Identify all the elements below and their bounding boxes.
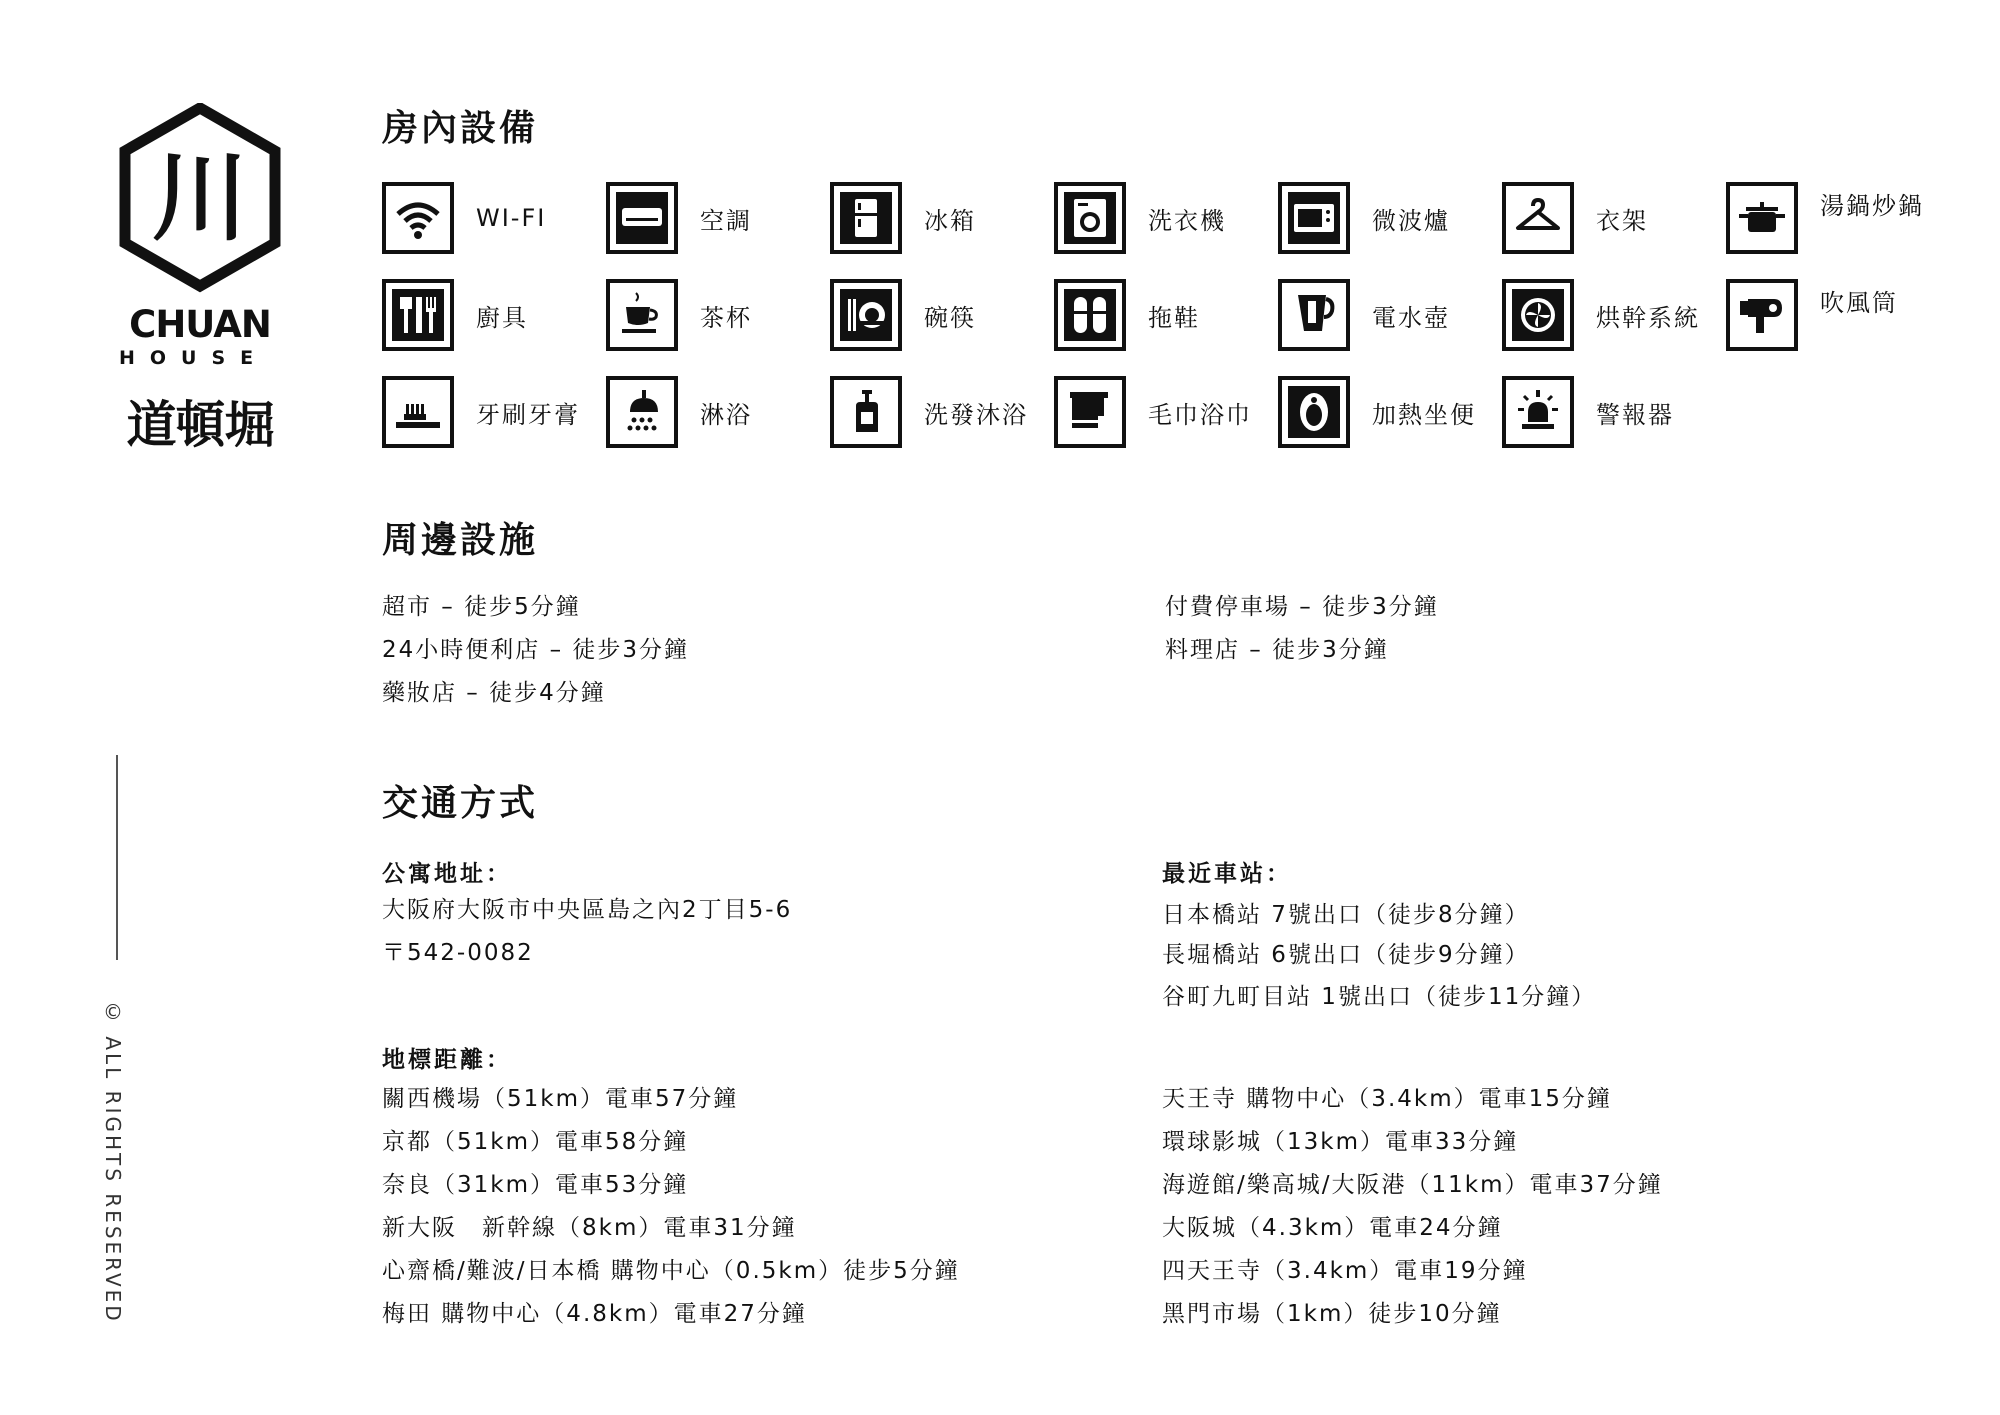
amenity-label: 茶杯	[700, 303, 752, 332]
amenity-label: 拖鞋	[1148, 303, 1200, 332]
amenity-label: WI-FI	[476, 204, 547, 232]
amenity-label: 微波爐	[1372, 206, 1450, 235]
amenity-item	[1054, 182, 1226, 254]
shower-icon	[606, 376, 678, 448]
amenity-item	[606, 182, 752, 254]
amenity-item	[830, 376, 1028, 448]
amenity-label: 警報器	[1596, 400, 1674, 429]
landmark-item: 奈良（31km）電車53分鐘	[382, 1172, 689, 1198]
logo-character: 川	[152, 141, 248, 254]
amenity-item	[382, 182, 546, 254]
landmark-label: 地標距離：	[382, 1047, 512, 1073]
toothbrush-icon	[382, 376, 454, 448]
landmark-item: 黑門市場（1km）徒步10分鐘	[1162, 1301, 1502, 1327]
amenity-label: 冰箱	[924, 206, 976, 235]
fridge-icon	[830, 182, 902, 254]
kitchenware-icon	[382, 279, 454, 351]
hair-dryer-icon	[1726, 279, 1798, 351]
landmark-item: 海遊館/樂高城/大阪港（11km）電車37分鐘	[1162, 1172, 1663, 1198]
air-conditioner-icon	[606, 182, 678, 254]
vertical-divider	[116, 755, 118, 960]
amenity-item	[382, 279, 528, 351]
landmark-item: 關西機場（51km）電車57分鐘	[382, 1086, 739, 1112]
transport-title: 交通方式	[382, 783, 539, 824]
amenity-label: 洗發沐浴	[924, 400, 1028, 429]
amenity-label: 電水壺	[1372, 303, 1450, 332]
copyright-text: © ALL RIGHTS RESERVED	[101, 1000, 125, 1324]
surroundings-item: 料理店 – 徒步3分鐘	[1165, 637, 1389, 663]
bowl-chopsticks-icon	[830, 279, 902, 351]
amenity-item	[1502, 182, 1648, 254]
wifi-icon	[382, 182, 454, 254]
amenity-item	[606, 279, 752, 351]
landmark-item: 心齋橋/難波/日本橋 購物中心（0.5km）徒步5分鐘	[382, 1258, 960, 1284]
amenity-label: 湯鍋炒鍋	[1820, 192, 1924, 220]
amenities-title: 房內設備	[382, 108, 539, 149]
landmark-item: 四天王寺（3.4km）電車19分鐘	[1162, 1258, 1528, 1284]
amenity-label: 加熱坐便	[1372, 400, 1476, 429]
amenity-item	[1278, 279, 1450, 351]
brand-name-en: CHUAN	[129, 303, 271, 346]
surroundings-item: 超市 – 徒步5分鐘	[382, 594, 581, 620]
alarm-icon	[1502, 376, 1574, 448]
dryer-fan-icon	[1502, 279, 1574, 351]
landmark-item: 環球影城（13km）電車33分鐘	[1162, 1129, 1519, 1155]
address-label: 公寓地址：	[382, 861, 512, 887]
amenity-item	[382, 376, 580, 448]
amenity-label: 牙刷牙膏	[476, 400, 580, 429]
amenity-item	[1054, 279, 1200, 351]
amenity-item	[1278, 182, 1450, 254]
amenity-label: 碗筷	[924, 303, 976, 332]
microwave-icon	[1278, 182, 1350, 254]
hanger-icon	[1502, 182, 1574, 254]
amenity-label: 衣架	[1596, 206, 1648, 235]
heated-toilet-icon	[1278, 376, 1350, 448]
amenity-label: 淋浴	[700, 400, 752, 429]
amenity-item	[1054, 376, 1252, 448]
station-label: 最近車站：	[1162, 861, 1292, 887]
station-item: 日本橋站 7號出口（徒步8分鐘）	[1162, 902, 1530, 928]
brand-logo	[115, 103, 285, 454]
kettle-icon	[1278, 279, 1350, 351]
surroundings-item: 付費停車場 – 徒步3分鐘	[1165, 594, 1439, 620]
brand-name-jp: 道頓堀	[126, 396, 274, 454]
amenity-label: 空調	[700, 206, 752, 235]
amenity-label: 烘幹系統	[1596, 303, 1700, 332]
landmark-item: 梅田 購物中心（4.8km）電車27分鐘	[382, 1301, 807, 1327]
amenity-item	[1278, 376, 1476, 448]
station-item: 谷町九町目站 1號出口（徒步11分鐘）	[1162, 984, 1597, 1010]
surroundings-title: 周邊設施	[382, 520, 539, 561]
pot-icon	[1726, 182, 1798, 254]
surroundings-item: 藥妝店 – 徒步4分鐘	[382, 680, 606, 706]
amenity-item	[1726, 279, 1898, 351]
towel-icon	[1054, 376, 1126, 448]
amenities-grid	[382, 182, 1942, 462]
landmark-item: 大阪城（4.3km）電車24分鐘	[1162, 1215, 1503, 1241]
washing-machine-icon	[1054, 182, 1126, 254]
shampoo-icon	[830, 376, 902, 448]
amenity-label: 毛巾浴巾	[1148, 400, 1252, 429]
teacup-icon	[606, 279, 678, 351]
surroundings-item: 24小時便利店 – 徒步3分鐘	[382, 637, 690, 663]
station-item: 長堀橋站 6號出口（徒步9分鐘）	[1162, 942, 1530, 968]
address-line: 大阪府大阪市中央區島之內2丁目5-6	[382, 897, 793, 923]
amenity-item	[830, 182, 976, 254]
amenity-label: 洗衣機	[1148, 206, 1226, 235]
landmark-item: 京都（51km）電車58分鐘	[382, 1129, 689, 1155]
amenity-label: 吹風筒	[1820, 289, 1898, 317]
amenity-item	[830, 279, 976, 351]
brand-sub-en: HOUSE	[119, 347, 269, 369]
amenity-item	[1502, 279, 1700, 351]
slippers-icon	[1054, 279, 1126, 351]
amenity-item	[1502, 376, 1674, 448]
landmark-item: 天王寺 購物中心（3.4km）電車15分鐘	[1162, 1086, 1612, 1112]
landmark-item: 新大阪 新幹線（8km）電車31分鐘	[382, 1215, 797, 1241]
amenity-item	[1726, 182, 1924, 254]
amenity-item	[606, 376, 752, 448]
hexagon-logo-icon	[115, 103, 285, 293]
amenity-label: 廚具	[476, 303, 528, 332]
postal-code: 〒542-0082	[382, 940, 534, 966]
